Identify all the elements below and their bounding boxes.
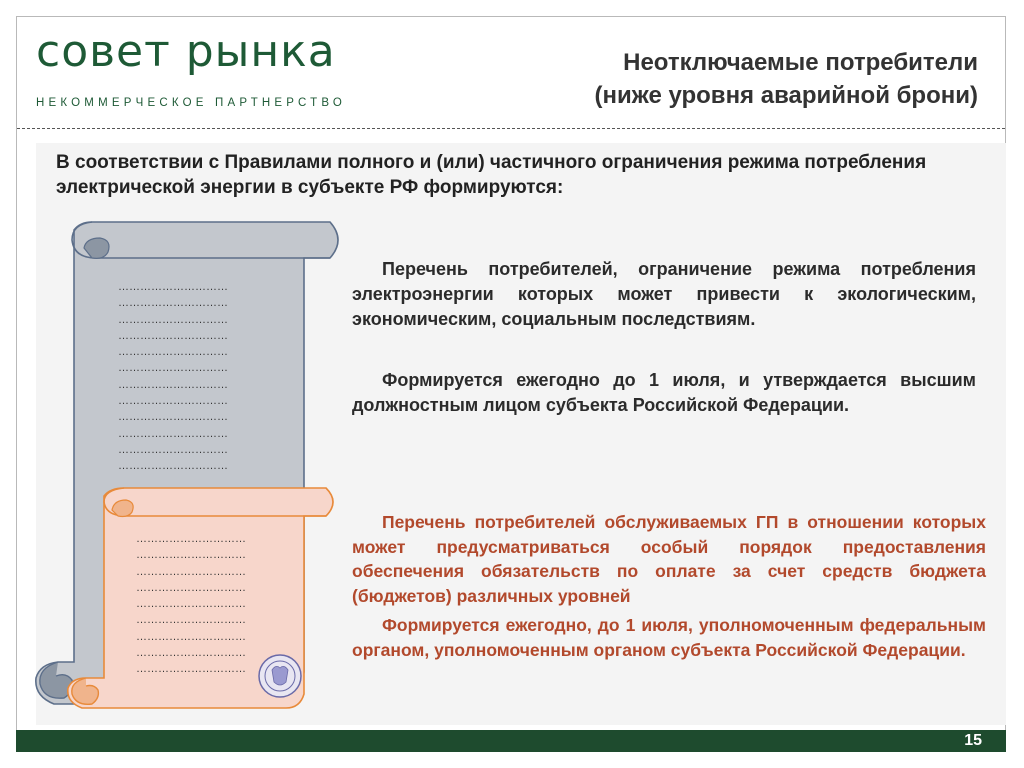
- list-item: …………………………: [118, 378, 228, 391]
- gray-scroll-lines: [118, 279, 252, 475]
- section1-description: Перечень потребителей, ограничение режима потребления электроэнергии которых может привести к экологическим, экономическим, социальным последствиям.: [352, 259, 976, 329]
- list-item: …………………………: [136, 598, 246, 611]
- list-item: …………………………: [136, 663, 246, 676]
- list-item: …………………………: [118, 460, 228, 473]
- slide-title-line1: Неотключаемые потребители: [623, 49, 978, 76]
- list-item: …………………………: [118, 443, 228, 456]
- list-item: …………………………: [136, 533, 246, 545]
- list-item: …………………………: [118, 297, 228, 310]
- section2-formation: Формируется ежегодно, до 1 июля, уполномоченным федеральным органом, уполномоченным органом субъекта Российской Федерации.: [352, 615, 986, 660]
- list-item: …………………………: [118, 346, 228, 359]
- list-item: …………………………: [118, 395, 228, 408]
- list-item: …………………………: [118, 362, 228, 375]
- slide-title-line2: (ниже уровня аварийной брони): [594, 82, 978, 109]
- list-item: …………………………: [136, 630, 246, 643]
- list-item: …………………………: [118, 329, 228, 342]
- section2-description: Перечень потребителей обслуживаемых ГП в отношении которых может предусматриваться особый порядок предоставления обеспечения обязательств по оплате за счет средств бюджета (бюджетов) различных уровней: [352, 512, 986, 606]
- section1-formation: Формируется ежегодно до 1 июля, и утверждается высшим должностным лицом субъекта Российской Федерации.: [352, 370, 976, 415]
- list-item: …………………………: [136, 647, 246, 660]
- intro-text: В соответствии с Правилами полного и (или) частичного ограничения режима потребления электрической энергии в субъекте РФ формируются:: [56, 152, 927, 198]
- list-item: …………………………: [136, 614, 246, 627]
- page-number: 15: [964, 732, 982, 749]
- logo-subtitle: НЕКОММЕРЧЕСКОЕ ПАРТНЕРСТВО: [36, 97, 347, 109]
- list-item: …………………………: [136, 549, 246, 562]
- list-item: …………………………: [136, 565, 246, 578]
- list-item: …………………………: [118, 411, 228, 424]
- list-item: …………………………: [118, 427, 228, 440]
- pink-scroll-lines: [136, 531, 268, 678]
- footer-bar: [16, 730, 1006, 752]
- list-item: …………………………: [118, 313, 228, 326]
- list-item: …………………………: [118, 281, 228, 293]
- list-item: …………………………: [136, 581, 246, 594]
- logo-title: совет рынка: [36, 26, 336, 77]
